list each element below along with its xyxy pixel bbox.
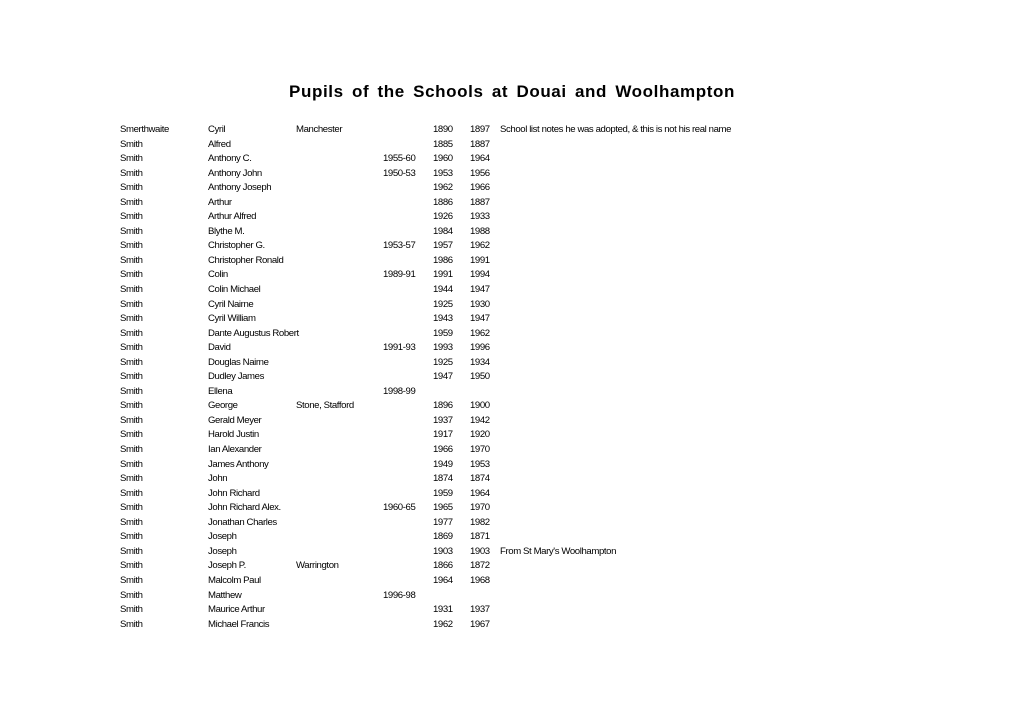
- surname-cell: Smith: [120, 342, 143, 354]
- forename-cell: Cyril William: [208, 313, 256, 325]
- year-to-cell: 1872: [470, 560, 490, 572]
- school-years-cell: 1991-93: [383, 342, 416, 354]
- forename-cell: John: [208, 473, 228, 485]
- year-from-cell: 1866: [433, 560, 453, 572]
- year-from-cell: 1965: [433, 502, 453, 514]
- year-from-cell: 1925: [433, 356, 453, 368]
- year-to-cell: 1900: [470, 400, 490, 412]
- year-from-cell: 1964: [433, 574, 453, 586]
- surname-cell: Smith: [120, 400, 143, 412]
- surname-cell: Smith: [120, 618, 143, 630]
- year-from-cell: 1903: [433, 545, 453, 557]
- year-from-cell: 1960: [433, 153, 453, 165]
- year-to-cell: 1934: [470, 356, 490, 368]
- year-from-cell: 1917: [433, 429, 453, 441]
- year-from-cell: 1991: [433, 269, 453, 281]
- year-from-cell: 1959: [433, 327, 453, 339]
- year-to-cell: 1937: [470, 604, 490, 616]
- year-to-cell: 1956: [470, 167, 490, 179]
- forename-cell: Anthony John: [208, 167, 262, 179]
- surname-cell: Smith: [120, 153, 143, 165]
- year-from-cell: 1977: [433, 516, 453, 528]
- forename-cell: John Richard Alex.: [208, 502, 281, 514]
- surname-cell: Smith: [120, 604, 143, 616]
- forename-cell: Cyril: [208, 124, 226, 135]
- forename-cell: James Anthony: [208, 458, 269, 470]
- year-to-cell: 1950: [470, 371, 490, 383]
- surname-cell: Smith: [120, 487, 143, 499]
- year-to-cell: 1968: [470, 574, 490, 586]
- surname-cell: Smith: [120, 298, 143, 310]
- year-from-cell: 1953: [433, 167, 453, 179]
- year-from-cell: 1874: [433, 473, 453, 485]
- year-from-cell: 1931: [433, 604, 453, 616]
- forename-cell: Christopher G.: [208, 240, 265, 252]
- school-years-cell: 1955-60: [383, 153, 416, 165]
- year-from-cell: 1984: [433, 225, 453, 237]
- surname-cell: Smith: [120, 240, 143, 252]
- year-to-cell: 1994: [470, 269, 490, 281]
- forename-cell: Jonathan Charles: [208, 516, 277, 528]
- year-from-cell: 1993: [433, 342, 453, 354]
- forename-cell: Joseph: [208, 545, 237, 557]
- surname-cell: Smerthwaite: [120, 124, 169, 135]
- surname-cell: Smith: [120, 516, 143, 528]
- year-from-cell: 1896: [433, 400, 453, 412]
- year-from-cell: 1944: [433, 284, 453, 296]
- surname-cell: Smith: [120, 473, 143, 485]
- year-to-cell: 1966: [470, 182, 490, 194]
- year-to-cell: 1947: [470, 313, 490, 325]
- surname-cell: Smith: [120, 502, 143, 514]
- surname-cell: Smith: [120, 589, 143, 601]
- forename-cell: David: [208, 342, 231, 354]
- year-to-cell: 1953: [470, 458, 490, 470]
- surname-cell: Smith: [120, 560, 143, 572]
- surname-cell: Smith: [120, 545, 143, 557]
- surname-cell: Smith: [120, 313, 143, 325]
- year-to-cell: 1930: [470, 298, 490, 310]
- year-to-cell: 1947: [470, 284, 490, 296]
- surname-cell: Smith: [120, 356, 143, 368]
- forename-cell: Cyril Nairne: [208, 298, 254, 310]
- year-from-cell: 1885: [433, 138, 453, 150]
- forename-cell: Joseph P.: [208, 560, 246, 572]
- place-cell: Manchester: [296, 124, 343, 135]
- year-to-cell: 1970: [470, 444, 490, 456]
- note-cell: School list notes he was adopted, & this is not his real name: [500, 124, 732, 135]
- year-from-cell: 1986: [433, 254, 453, 266]
- forename-cell: Ellena: [208, 385, 233, 397]
- year-to-cell: 1996: [470, 342, 490, 354]
- forename-cell: Dante Augustus Robert: [208, 327, 299, 339]
- year-from-cell: 1949: [433, 458, 453, 470]
- surname-cell: Smith: [120, 254, 143, 266]
- forename-cell: Maurice Arthur: [208, 604, 265, 616]
- year-from-cell: 1926: [433, 211, 453, 223]
- forename-cell: Harold Justin: [208, 429, 259, 441]
- surname-cell: Smith: [120, 458, 143, 470]
- surname-cell: Smith: [120, 429, 143, 441]
- surname-cell: Smith: [120, 574, 143, 586]
- surname-cell: Smith: [120, 182, 143, 194]
- surname-cell: Smith: [120, 371, 143, 383]
- surname-cell: Smith: [120, 284, 143, 296]
- surname-cell: Smith: [120, 414, 143, 426]
- year-to-cell: 1942: [470, 414, 490, 426]
- year-from-cell: 1869: [433, 531, 453, 543]
- year-to-cell: 1874: [470, 473, 490, 485]
- year-from-cell: 1962: [433, 182, 453, 194]
- school-years-cell: 1950-53: [383, 167, 416, 179]
- year-to-cell: 1962: [470, 327, 490, 339]
- forename-cell: Colin: [208, 269, 228, 281]
- forename-cell: Anthony Joseph: [208, 182, 272, 194]
- forename-cell: Christopher Ronald: [208, 254, 284, 266]
- forename-cell: George: [208, 400, 238, 412]
- forename-cell: Malcolm Paul: [208, 574, 261, 586]
- forename-cell: Colin Michael: [208, 284, 261, 296]
- school-years-cell: 1998-99: [383, 385, 416, 397]
- surname-cell: Smith: [120, 444, 143, 456]
- note-cell: From St Mary's Woolhampton: [500, 545, 617, 557]
- year-to-cell: 1967: [470, 618, 490, 630]
- year-from-cell: 1957: [433, 240, 453, 252]
- surname-cell: Smith: [120, 167, 143, 179]
- year-to-cell: 1964: [470, 153, 490, 165]
- forename-cell: Ian Alexander: [208, 444, 262, 456]
- school-years-cell: 1953-57: [383, 240, 416, 252]
- year-from-cell: 1943: [433, 313, 453, 325]
- forename-cell: Joseph: [208, 531, 237, 543]
- year-from-cell: 1886: [433, 196, 453, 208]
- year-to-cell: 1933: [470, 211, 490, 223]
- year-from-cell: 1937: [433, 414, 453, 426]
- surname-cell: Smith: [120, 138, 143, 150]
- year-to-cell: 1920: [470, 429, 490, 441]
- year-to-cell: 1897: [470, 124, 490, 135]
- place-cell: Warrington: [296, 560, 339, 572]
- forename-cell: Arthur: [208, 196, 232, 208]
- year-to-cell: 1962: [470, 240, 490, 252]
- year-from-cell: 1962: [433, 618, 453, 630]
- forename-cell: Alfred: [208, 138, 231, 150]
- forename-cell: Matthew: [208, 589, 242, 601]
- surname-cell: Smith: [120, 269, 143, 281]
- surname-cell: Smith: [120, 385, 143, 397]
- forename-cell: Michael Francis: [208, 618, 270, 630]
- forename-cell: Dudley James: [208, 371, 264, 383]
- school-years-cell: 1996-98: [383, 589, 416, 601]
- year-from-cell: 1959: [433, 487, 453, 499]
- forename-cell: Gerald Meyer: [208, 414, 262, 426]
- year-from-cell: 1947: [433, 371, 453, 383]
- school-years-cell: 1989-91: [383, 269, 416, 281]
- page-title: Pupils of the Schools at Douai and Woolhampton: [289, 82, 735, 101]
- year-to-cell: 1991: [470, 254, 490, 266]
- surname-cell: Smith: [120, 225, 143, 237]
- forename-cell: Anthony C.: [208, 153, 252, 165]
- place-cell: Stone, Stafford: [296, 400, 354, 412]
- forename-cell: Blythe M.: [208, 225, 245, 237]
- year-to-cell: 1887: [470, 138, 490, 150]
- year-from-cell: 1966: [433, 444, 453, 456]
- year-to-cell: 1970: [470, 502, 490, 514]
- forename-cell: John Richard: [208, 487, 260, 499]
- school-years-cell: 1960-65: [383, 502, 416, 514]
- year-to-cell: 1982: [470, 516, 490, 528]
- surname-cell: Smith: [120, 531, 143, 543]
- year-to-cell: 1903: [470, 545, 490, 557]
- surname-cell: Smith: [120, 196, 143, 208]
- year-to-cell: 1964: [470, 487, 490, 499]
- year-to-cell: 1887: [470, 196, 490, 208]
- forename-cell: Douglas Nairne: [208, 356, 269, 368]
- year-to-cell: 1988: [470, 225, 490, 237]
- surname-cell: Smith: [120, 211, 143, 223]
- surname-cell: Smith: [120, 327, 143, 339]
- forename-cell: Arthur Alfred: [208, 211, 257, 223]
- year-from-cell: 1925: [433, 298, 453, 310]
- year-from-cell: 1890: [433, 124, 453, 135]
- year-to-cell: 1871: [470, 531, 490, 543]
